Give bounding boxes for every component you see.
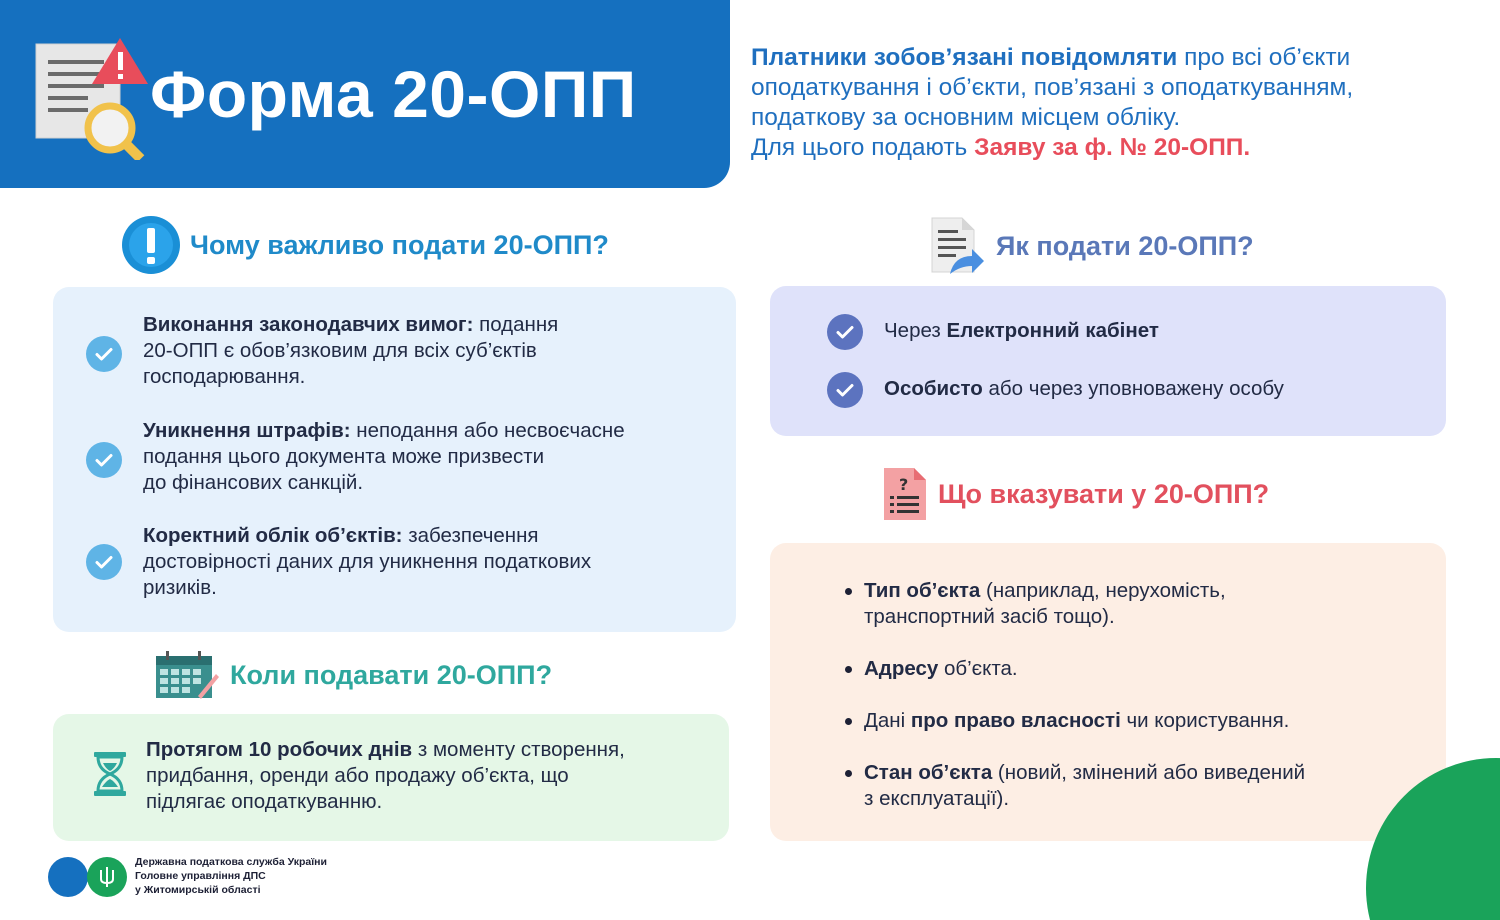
why-item-accounting: Коректний облік об’єктів: забезпечення достовірності даних для уникнення податкових ризиків. <box>143 524 592 599</box>
intro-form-name: Заяву за ф. № 20-ОПП. <box>974 134 1251 161</box>
svg-text:?: ? <box>899 475 909 494</box>
check-icon <box>86 544 122 580</box>
check-icon <box>86 336 122 372</box>
footer-org <box>135 855 327 897</box>
how-item-electronic: Через Електронний кабінет <box>884 319 1159 342</box>
intro-line4: Для цього подають <box>751 134 975 161</box>
when-deadline-text: Протягом 10 робочих днів з моменту створення, придбання, оренди або продажу об’єкта, що підлягає оподаткуванню. <box>146 738 625 813</box>
dps-logo <box>48 857 88 897</box>
check-icon <box>827 372 863 408</box>
what-heading-text: Що вказувати у 20-ОПП? <box>938 478 1270 509</box>
when-heading <box>154 650 552 700</box>
why-heading <box>122 216 609 274</box>
calendar-icon <box>154 650 220 700</box>
intro-text <box>751 43 1486 163</box>
intro-line1: про всі об’єкти <box>1177 44 1351 71</box>
header-banner <box>0 0 730 188</box>
what-item-ownership: Дані про право власності чи користування. <box>864 709 1290 732</box>
what-item-address: Адресу об’єкта. <box>864 657 1018 680</box>
bullet-icon <box>845 588 852 595</box>
check-icon <box>86 442 122 478</box>
how-panel <box>770 286 1446 436</box>
when-heading-text: Коли подавати 20-ОПП? <box>230 659 553 690</box>
exclamation-icon <box>122 216 180 274</box>
bullet-icon <box>845 770 852 777</box>
why-item-fines: Уникнення штрафів: неподання або несвоєчасне подання цього документа може призвести до фінансових санкцій. <box>143 419 625 494</box>
page-title: Форма 20-ОПП <box>150 57 637 131</box>
what-item-state: Стан об’єкта (новий, змінений або виведений з експлуатації). <box>864 761 1306 810</box>
trident-icon <box>98 866 116 888</box>
hourglass-icon <box>92 751 128 797</box>
trident-logo <box>87 857 127 897</box>
footer-line3: у Житомирській області <box>135 884 261 896</box>
how-heading-text: Як подати 20-ОПП? <box>996 230 1254 261</box>
intro-line2: оподаткування і об’єкти, пов’язані з оподаткуванням, <box>751 74 1354 101</box>
what-heading <box>882 466 1269 522</box>
check-icon <box>827 314 863 350</box>
what-item-type: Тип об’єкта (наприклад, нерухомість, транспортний засіб тощо). <box>864 579 1226 628</box>
why-heading-text: Чому важливо подати 20-ОПП? <box>190 229 609 260</box>
footer-line1: Державна податкова служба України <box>135 856 327 868</box>
bullet-icon <box>845 666 852 673</box>
how-heading <box>930 216 1254 276</box>
bullet-icon <box>845 718 852 725</box>
document-question-icon <box>882 466 928 522</box>
intro-bold: Платники зобов’язані повідомляти <box>751 44 1178 71</box>
why-item-requirements: Виконання законодавчих вимог: подання 20-ОПП є обов’язковим для всіх суб’єктів господарювання. <box>143 313 559 388</box>
document-send-icon <box>930 216 986 276</box>
footer-line2: Головне управління ДПС <box>135 870 266 882</box>
document-warning-icon <box>32 36 150 160</box>
how-item-personal: Особисто або через уповноважену особу <box>884 377 1284 400</box>
intro-line3: податкову за основним місцем обліку. <box>751 104 1181 131</box>
